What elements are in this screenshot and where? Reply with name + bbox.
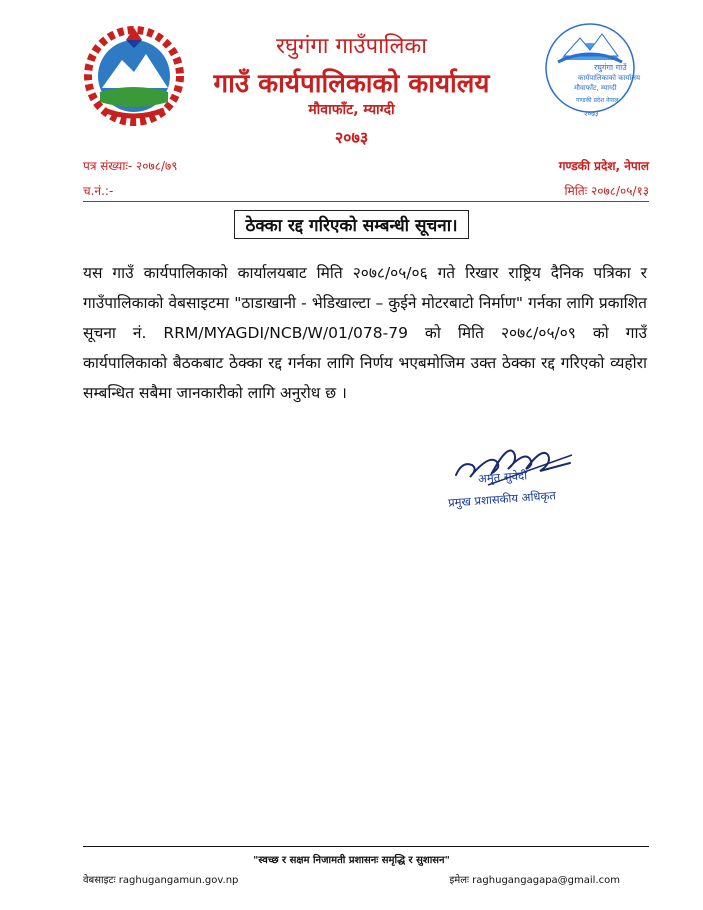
seal-text-line: गण्डकी प्रदेश नेपाल — [576, 97, 619, 104]
footer-website: वेबसाइटः raghugangamun.gov.np — [83, 875, 239, 886]
header-divider — [83, 201, 649, 202]
dispatch-number: च.नं.:- — [83, 184, 114, 198]
office-address: मौवाफाँट, म्याग्दी — [308, 102, 395, 118]
municipality-name: रघुगंगा गाउँपालिका — [275, 34, 427, 59]
seal-text-line: २०७३ — [584, 110, 599, 118]
signatory-name: अमृत सुवेदी — [477, 468, 528, 486]
letter-date: मितिः २०७८/०५/१३ — [564, 184, 649, 198]
seal-text-line: रघुगंगा गाउँ — [594, 63, 627, 72]
letter-number: पत्र संख्याः- २०७८/७९ — [83, 159, 178, 173]
province-label: गण्डकी प्रदेश, नेपाल — [558, 159, 649, 173]
footer-divider — [83, 846, 649, 847]
notice-body: यस गाउँ कार्यपालिकाको कार्यालयबाट मिति २०७८/०५/०६ गते रिखार राष्ट्रिय दैनिक पत्रिका र गाउँपालिकाको वेबसाइटमा "ठाडाखानी - भेडिखाल्टा – कुईने मोटरबाटो निर्माण" गर्नका लागि प्रकाशित सूचना नं. RRM/MYAGDI/NCB/W/01/078-79 को मिति २०७८/०५/०९ को गाउँ कार्यपालिकाको बैठकबाट ठेक्का रद्द गर्नका लागि निर्णय भएबमोजिम उक्त ठेक्का रद्द गरिएको व्यहोरा सम्बन्धित सबैमा जानकारीको लागि अनुरोध छ । — [83, 264, 647, 402]
subject-box — [0, 210, 703, 239]
subject-title: ठेक्का रद्द गरिएको सम्बन्धी सूचना। — [234, 210, 468, 239]
seal-text-line: मौवाफाँट, म्याग्दी — [574, 84, 617, 92]
office-name: गाउँ कार्यपालिकाको कार्यालय — [213, 69, 490, 99]
signature-icon — [448, 425, 578, 495]
footer-slogan: "स्वच्छ र सक्षम निजामती प्रशासनः समृद्धि र सुशासन" — [253, 855, 450, 866]
established-year: २०७३ — [334, 128, 369, 147]
seal-text-line: कार्यपालिकाको कार्यालय — [578, 74, 641, 82]
footer-email: इमेलः raghugangagapa@gmail.com — [449, 875, 620, 886]
signatory-title: प्रमुख प्रशासकीय अधिकृत — [447, 488, 557, 510]
